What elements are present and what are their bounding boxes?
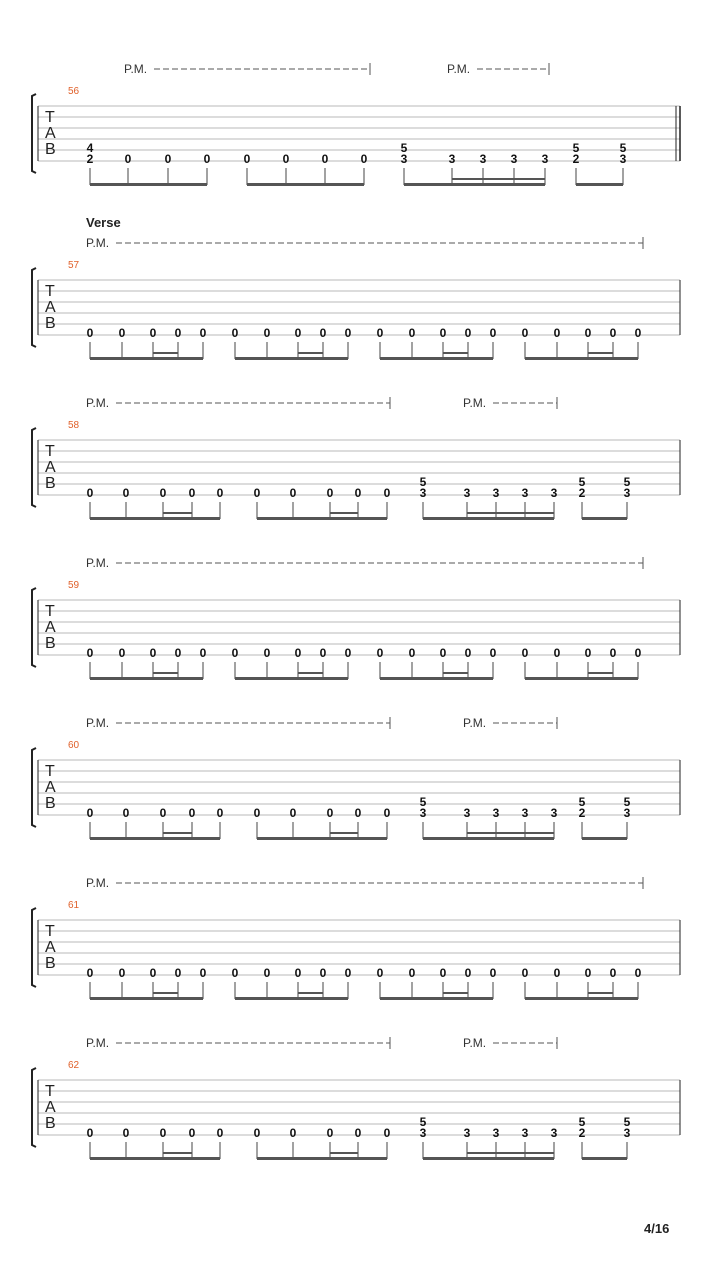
page-number: 4/16 [644, 1221, 670, 1236]
beam-primary [247, 183, 364, 186]
fret-number: 0 [86, 1126, 94, 1140]
fret-number: 0 [118, 326, 126, 340]
system-bracket [32, 94, 36, 173]
beam-secondary [330, 1152, 358, 1154]
fret-number: 0 [216, 806, 224, 820]
fret-number: 0 [326, 486, 334, 500]
fret-number: 0 [294, 966, 302, 980]
beam-secondary [588, 992, 613, 994]
fret-number: 0 [521, 966, 529, 980]
beam-primary [525, 357, 638, 360]
fret-number: 3 [400, 152, 408, 166]
fret-number: 0 [118, 966, 126, 980]
fret-number: 0 [360, 152, 368, 166]
fret-number: 0 [521, 646, 529, 660]
fret-number: 3 [463, 1126, 471, 1140]
fret-number: 0 [174, 646, 182, 660]
fret-number: 0 [464, 966, 472, 980]
fret-number: 0 [464, 646, 472, 660]
fret-number: 3 [448, 152, 456, 166]
beam-secondary [588, 672, 613, 674]
fret-number: 0 [344, 326, 352, 340]
fret-number: 3 [492, 1126, 500, 1140]
tab-system-57 [32, 215, 680, 360]
tab-system-58 [32, 396, 680, 520]
fret-number: 0 [489, 966, 497, 980]
fret-number: 0 [174, 326, 182, 340]
fret-number: 0 [584, 326, 592, 340]
fret-number: 0 [376, 966, 384, 980]
fret-number: 0 [439, 326, 447, 340]
fret-number: 5 [578, 475, 586, 489]
fret-number: 2 [572, 152, 580, 166]
fret-number: 0 [203, 152, 211, 166]
system-bracket [32, 748, 36, 827]
fret-number: 0 [439, 646, 447, 660]
fret-number: 3 [463, 806, 471, 820]
beam-primary [423, 837, 554, 840]
fret-number: 0 [86, 806, 94, 820]
fret-number: 3 [479, 152, 487, 166]
beam-primary [380, 677, 493, 680]
fret-number: 0 [376, 646, 384, 660]
fret-number: 0 [263, 646, 271, 660]
beam-secondary [153, 672, 178, 674]
beam-primary [525, 677, 638, 680]
tab-clef-a: A [45, 779, 56, 796]
tab-clef-a: A [45, 1099, 56, 1116]
fret-number: 5 [419, 475, 427, 489]
fret-number: 0 [231, 646, 239, 660]
fret-number: 0 [294, 326, 302, 340]
fret-number: 5 [619, 141, 627, 155]
palm-mute-label: P.M. [463, 716, 487, 730]
tab-clef-b: B [45, 475, 56, 492]
fret-number: 2 [86, 152, 94, 166]
fret-number: 3 [521, 806, 529, 820]
palm-mute-label: P.M. [86, 1036, 110, 1050]
fret-number: 0 [383, 486, 391, 500]
tab-clef-t: T [45, 923, 55, 940]
fret-number: 0 [319, 966, 327, 980]
fret-number: 0 [294, 646, 302, 660]
fret-number: 0 [289, 1126, 297, 1140]
fret-number: 0 [188, 486, 196, 500]
fret-number: 0 [149, 646, 157, 660]
measure-number: 62 [68, 1060, 80, 1071]
fret-number: 0 [282, 152, 290, 166]
fret-number: 0 [408, 326, 416, 340]
fret-number: 3 [510, 152, 518, 166]
beam-secondary [298, 992, 323, 994]
beam-primary [380, 357, 493, 360]
fret-number: 0 [634, 326, 642, 340]
beam-secondary [163, 832, 192, 834]
fret-number: 3 [550, 486, 558, 500]
fret-number: 0 [354, 1126, 362, 1140]
system-bracket [32, 588, 36, 667]
fret-number: 0 [354, 486, 362, 500]
fret-number: 5 [623, 795, 631, 809]
beam-primary [423, 517, 554, 520]
tab-system-62 [32, 1036, 680, 1160]
fret-number: 0 [383, 806, 391, 820]
fret-number: 0 [289, 486, 297, 500]
fret-number: 0 [609, 966, 617, 980]
tab-clef-t: T [45, 1083, 55, 1100]
beam-primary [90, 183, 207, 186]
tab-clef-a: A [45, 299, 56, 316]
tab-clef-t: T [45, 443, 55, 460]
tab-clef-b: B [45, 1115, 56, 1132]
tab-clef-a: A [45, 459, 56, 476]
fret-number: 0 [634, 646, 642, 660]
fret-number: 0 [553, 326, 561, 340]
fret-number: 3 [521, 486, 529, 500]
fret-number: 0 [199, 966, 207, 980]
fret-number: 0 [124, 152, 132, 166]
fret-number: 5 [419, 1115, 427, 1129]
fret-number: 0 [609, 326, 617, 340]
fret-number: 0 [464, 326, 472, 340]
measure-number: 57 [68, 260, 80, 271]
system-bracket [32, 1068, 36, 1147]
fret-number: 5 [623, 1115, 631, 1129]
fret-number: 0 [521, 326, 529, 340]
fret-number: 0 [253, 1126, 261, 1140]
palm-mute-label: P.M. [86, 716, 110, 730]
fret-number: 2 [578, 1126, 586, 1140]
beam-primary [90, 517, 220, 520]
fret-number: 0 [188, 806, 196, 820]
fret-number: 0 [149, 966, 157, 980]
beam-secondary [163, 1152, 192, 1154]
beam-secondary [298, 672, 323, 674]
beam-primary [257, 1157, 387, 1160]
fret-number: 0 [263, 326, 271, 340]
tab-clef-a: A [45, 619, 56, 636]
beam-secondary [330, 512, 358, 514]
fret-number: 0 [326, 806, 334, 820]
beam-secondary [588, 352, 613, 354]
palm-mute-label: P.M. [86, 556, 110, 570]
beam-secondary [467, 832, 554, 834]
fret-number: 5 [419, 795, 427, 809]
tab-system-61 [32, 876, 680, 1000]
tab-clef-b: B [45, 795, 56, 812]
measure-number: 59 [68, 580, 80, 591]
fret-number: 0 [86, 966, 94, 980]
fret-number: 3 [492, 806, 500, 820]
beam-primary [257, 517, 387, 520]
beam-secondary [153, 992, 178, 994]
fret-number: 0 [489, 646, 497, 660]
beam-secondary [443, 352, 468, 354]
fret-number: 2 [578, 486, 586, 500]
fret-number: 0 [489, 326, 497, 340]
beam-secondary [443, 992, 468, 994]
fret-number: 0 [243, 152, 251, 166]
fret-number: 0 [174, 966, 182, 980]
tab-system-60 [32, 716, 680, 840]
fret-number: 0 [553, 646, 561, 660]
fret-number: 3 [463, 486, 471, 500]
fret-number: 0 [376, 326, 384, 340]
beam-secondary [153, 352, 178, 354]
fret-number: 0 [584, 966, 592, 980]
fret-number: 4 [86, 141, 94, 155]
fret-number: 2 [578, 806, 586, 820]
fret-number: 5 [578, 795, 586, 809]
beam-primary [235, 357, 348, 360]
beam-primary [423, 1157, 554, 1160]
palm-mute-label: P.M. [86, 396, 110, 410]
fret-number: 0 [263, 966, 271, 980]
beam-primary [90, 997, 203, 1000]
palm-mute-label: P.M. [447, 62, 471, 76]
beam-secondary [443, 672, 468, 674]
fret-number: 5 [572, 141, 580, 155]
tab-clef-t: T [45, 109, 55, 126]
tab-clef-b: B [45, 315, 56, 332]
fret-number: 0 [408, 966, 416, 980]
fret-number: 3 [419, 486, 427, 500]
section-marker: Verse [86, 215, 121, 230]
fret-number: 0 [354, 806, 362, 820]
beam-primary [525, 997, 638, 1000]
tab-clef-b: B [45, 141, 56, 158]
measure-number: 56 [68, 86, 80, 97]
beam-secondary [298, 352, 323, 354]
fret-number: 0 [609, 646, 617, 660]
fret-number: 3 [419, 1126, 427, 1140]
fret-number: 3 [623, 486, 631, 500]
fret-number: 0 [383, 1126, 391, 1140]
tab-clef-b: B [45, 955, 56, 972]
fret-number: 3 [492, 486, 500, 500]
tab-clef-b: B [45, 635, 56, 652]
fret-number: 0 [86, 326, 94, 340]
beam-secondary [467, 512, 554, 514]
fret-number: 0 [321, 152, 329, 166]
fret-number: 0 [159, 486, 167, 500]
tab-clef-a: A [45, 125, 56, 142]
beam-primary [90, 1157, 220, 1160]
beam-primary [90, 357, 203, 360]
tab-clef-t: T [45, 763, 55, 780]
fret-number: 0 [253, 806, 261, 820]
fret-number: 0 [326, 1126, 334, 1140]
system-bracket [32, 908, 36, 987]
palm-mute-label: P.M. [86, 236, 110, 250]
tab-clef-a: A [45, 939, 56, 956]
fret-number: 0 [319, 646, 327, 660]
fret-number: 0 [231, 966, 239, 980]
palm-mute-label: P.M. [86, 876, 110, 890]
fret-number: 0 [86, 646, 94, 660]
fret-number: 0 [199, 646, 207, 660]
tab-clef-t: T [45, 283, 55, 300]
beam-primary [404, 183, 545, 186]
beam-primary [235, 677, 348, 680]
fret-number: 0 [344, 646, 352, 660]
fret-number: 3 [619, 152, 627, 166]
palm-mute-label: P.M. [124, 62, 148, 76]
measure-number: 60 [68, 740, 80, 751]
fret-number: 0 [634, 966, 642, 980]
fret-number: 0 [319, 326, 327, 340]
beam-primary [582, 837, 627, 840]
fret-number: 0 [86, 486, 94, 500]
fret-number: 3 [419, 806, 427, 820]
beam-secondary [452, 178, 545, 180]
beam-primary [257, 837, 387, 840]
beam-secondary [467, 1152, 554, 1154]
fret-number: 5 [578, 1115, 586, 1129]
fret-number: 0 [159, 806, 167, 820]
fret-number: 0 [122, 486, 130, 500]
fret-number: 0 [408, 646, 416, 660]
fret-number: 0 [164, 152, 172, 166]
fret-number: 3 [521, 1126, 529, 1140]
tab-clef-t: T [45, 603, 55, 620]
fret-number: 3 [623, 1126, 631, 1140]
system-bracket [32, 268, 36, 347]
beam-primary [90, 837, 220, 840]
fret-number: 0 [122, 806, 130, 820]
fret-number: 0 [199, 326, 207, 340]
measure-number: 58 [68, 420, 80, 431]
fret-number: 3 [541, 152, 549, 166]
fret-number: 5 [400, 141, 408, 155]
beam-primary [90, 677, 203, 680]
fret-number: 0 [149, 326, 157, 340]
beam-secondary [163, 512, 192, 514]
fret-number: 5 [623, 475, 631, 489]
fret-number: 0 [584, 646, 592, 660]
beam-primary [380, 997, 493, 1000]
beam-primary [576, 183, 623, 186]
fret-number: 0 [188, 1126, 196, 1140]
beam-primary [235, 997, 348, 1000]
fret-number: 0 [118, 646, 126, 660]
fret-number: 0 [231, 326, 239, 340]
tab-system-59 [32, 556, 680, 680]
fret-number: 0 [216, 1126, 224, 1140]
beam-primary [582, 1157, 627, 1160]
fret-number: 0 [553, 966, 561, 980]
palm-mute-label: P.M. [463, 396, 487, 410]
fret-number: 0 [122, 1126, 130, 1140]
fret-number: 0 [253, 486, 261, 500]
beam-secondary [330, 832, 358, 834]
fret-number: 3 [550, 1126, 558, 1140]
tab-system-56 [32, 62, 680, 186]
fret-number: 0 [289, 806, 297, 820]
fret-number: 3 [623, 806, 631, 820]
fret-number: 0 [216, 486, 224, 500]
fret-number: 3 [550, 806, 558, 820]
measure-number: 61 [68, 900, 80, 911]
fret-number: 0 [159, 1126, 167, 1140]
beam-primary [582, 517, 627, 520]
palm-mute-label: P.M. [463, 1036, 487, 1050]
fret-number: 0 [344, 966, 352, 980]
system-bracket [32, 428, 36, 507]
fret-number: 0 [439, 966, 447, 980]
